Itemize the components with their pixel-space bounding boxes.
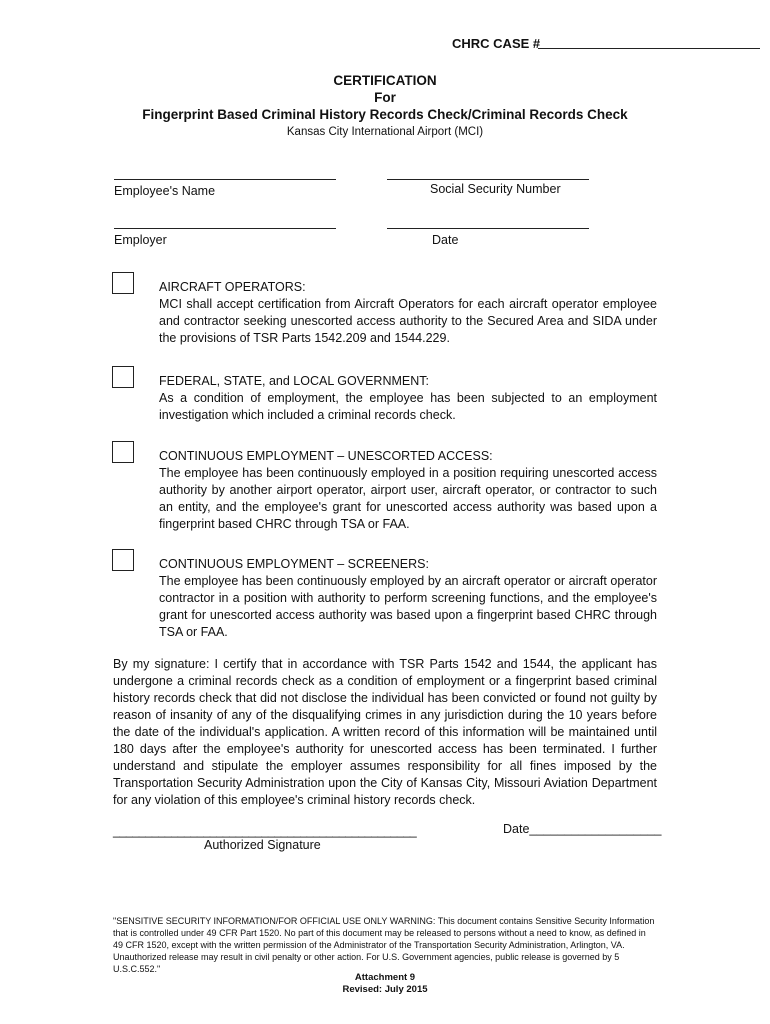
document-subject: Fingerprint Based Criminal History Records Check/Criminal Records Check <box>142 107 628 122</box>
section-body: The employee has been continuously employed in a position requiring unescorted access authority by another airport operator, airport user, aircraft operator, or contractor to such an entity, and the employee's grant for unescorted access authority was based upon a fingerprint based CHRC through TSA or FAA. <box>159 466 657 531</box>
section-heading: FEDERAL, STATE, and LOCAL GOVERNMENT: <box>159 374 429 388</box>
employer-field-line[interactable] <box>114 228 336 229</box>
section-body: As a condition of employment, the employee has been subjected to an employment investigation which included a criminal records check. <box>159 391 657 422</box>
section-heading: CONTINUOUS EMPLOYMENT – UNESCORTED ACCESS: <box>159 449 493 463</box>
government-section <box>159 373 657 424</box>
section-heading: CONTINUOUS EMPLOYMENT – SCREENERS: <box>159 557 429 571</box>
ssn-label: Social Security Number <box>430 182 561 196</box>
case-number-field-line[interactable] <box>538 48 760 49</box>
certification-statement: By my signature: I certify that in accordance with TSR Parts 1542 and 1544, the applicant has undergone a criminal records check as a condition of employment or a fingerprint based criminal history records check that did not disclose the individual has been convicted or found not guilty by reason of insanity of any of the disqualifying crimes in any jurisdiction during the 10 years before the date of the individual's application. A written record of this information will be maintained until 180 days after the employee's authority for unescorted access has been terminated. I further understand and stipulate the employer assumes responsibility for all fines imposed by the Transportation Security Administration upon the City of Kansas City, Missouri Aviation Department for any violation of this employee's criminal history records check. <box>113 657 657 807</box>
employer-label: Employer <box>114 233 167 247</box>
signature-date-field[interactable]: Date___________________ <box>503 822 662 836</box>
signature-field-line[interactable]: _______________________________________________ <box>113 824 417 838</box>
attachment-label: Attachment 9 <box>354 972 416 983</box>
airport-name: Kansas City International Airport (MCI) <box>286 126 484 138</box>
employee-name-field-line[interactable] <box>114 179 336 180</box>
section-body: The employee has been continuously employed by an aircraft operator or aircraft operator contractor in a position with authority to perform screening functions, and the employee's grant for unescorted access authority was based upon a fingerprint based CHRC through TSA or FAA. <box>159 574 657 639</box>
document-title: CERTIFICATION <box>333 73 437 88</box>
continuous-employment-screeners-checkbox[interactable] <box>112 549 134 571</box>
continuous-employment-access-section <box>159 448 657 533</box>
revision-date: Revised: July 2015 <box>342 984 428 995</box>
employee-name-label: Employee's Name <box>114 184 216 198</box>
aircraft-operators-section <box>159 279 657 347</box>
document-title-for: For <box>374 90 396 105</box>
government-checkbox[interactable] <box>112 366 134 388</box>
sensitive-security-notice: "SENSITIVE SECURITY INFORMATION/FOR OFFICIAL USE ONLY WARNING: This document contains Sensitive Security Information that is controlled under 49 CFR Part 1520. No part of this document may be released to persons without a need to know, as defined in 49 CFR 1520, except with the written permission of the Administrator of the Transportation Security Administration, Arlington, VA. Unauthorized release may result in civil penalty or other action. For U.S. Government agencies, public release is governed by 5 U.S.C.552." <box>113 916 655 974</box>
date-field-line[interactable] <box>387 228 589 229</box>
authorized-signature-label: Authorized Signature <box>204 838 321 852</box>
section-body: MCI shall accept certification from Aircraft Operators for each aircraft operator employee and contractor seeking unescorted access authority to the Secured Area and SIDA under the provisions of TSR Parts 1542.209 and 1544.229. <box>159 297 657 345</box>
date-label: Date <box>432 233 459 247</box>
case-number-label: CHRC CASE # <box>452 36 541 51</box>
section-heading: AIRCRAFT OPERATORS: <box>159 280 306 294</box>
aircraft-operators-checkbox[interactable] <box>112 272 134 294</box>
ssn-field-line[interactable] <box>387 179 589 180</box>
continuous-employment-access-checkbox[interactable] <box>112 441 134 463</box>
continuous-employment-screeners-section <box>159 556 657 641</box>
